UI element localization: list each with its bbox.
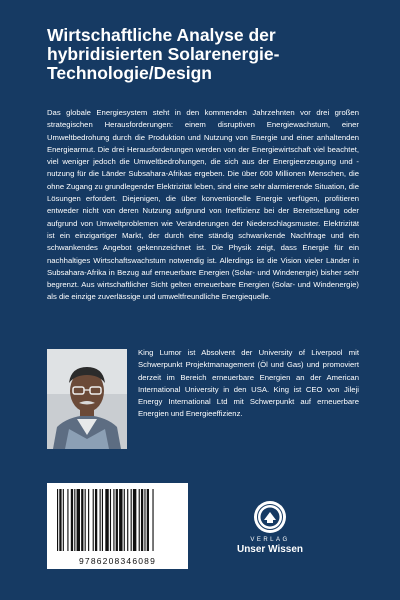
abstract-text: Das globale Energiesystem steht in den kommenden Jahrzehnten vor drei großen strategischen Herausforderungen: einem disruptiven Energiewachstum, einer Umweltbedrohung durch die Produktion und Nutzung von Energie und einer anhaltenden Energiearmut. Die drei Herausforderungen werden von der Energiewirtschaft viel beachtet, viel weniger jedoch die Umweltbedrohungen, die sich aus der Energieerzeugung und -nutzung für die Länder Subsahara-Afrikas ergeben. Die über 600 Millionen Menschen, die ohne Zugang zu grundlegender Elektrizität leben, sind eine sehr alarmierende Situation, die Lösungen erfordert. Diejenigen, die über konventionelle Energie verfügen, profitieren entweder nicht von deren Nutzung aufgrund von Ineffizienz bei der Bereitstellung oder aufgrund von Umweltproblemen wie Veränderungen der Niederschlagsmuster. Elektrizität ist ein einzigartiger Markt, der durch eine ständig schwankende Nachfrage und ein schwankendes Angebot gekennzeichnet ist. Die Physik zeigt, dass Energie für ein nachhaltiges Wirtschaftswachstum notwendig ist. Allerdings ist die Vision vieler Länder in Subsahara-Afrika in Bezug auf erneuerbare Energien (Solar- und Windenergie) bisher sehr begrenzt. Aus wirtschaftlicher Sicht gelten erneuerbare Energien (Solar- und Windenergie) als die einzige zuverlässige und umweltfreundliche Energiequelle. (47, 108, 359, 302)
author-portrait-image (47, 349, 127, 449)
title-line-2: hybridisierten Solarenergie- (47, 44, 280, 64)
publisher-verlag-label: VERLAG (250, 537, 290, 543)
title-line-3: Technologie/Design (47, 63, 212, 83)
barcode-bars-graphic (47, 483, 188, 555)
barcode (47, 483, 188, 569)
author-photo (47, 349, 127, 449)
publisher-seal-icon (253, 500, 287, 534)
publisher-name: Unser Wissen (236, 544, 304, 555)
author-bio: King Lumor ist Absolvent der University of Liverpool mit Schwerpunkt Projektmanagement (Öl und Gas) und promoviert derzeit im Bereich erneuerbare Energien an der American International University in den USA. King ist CEO von Jileji Energy International Ltd mit Schwerpunkt auf erneuerbare Energien und Energieeffizienz. (138, 348, 359, 419)
book-title (47, 26, 377, 83)
title-line-1: Wirtschaftliche Analyse der (47, 25, 276, 45)
barcode-number: 9786208346089 (78, 556, 157, 566)
publisher-logo (230, 500, 310, 555)
